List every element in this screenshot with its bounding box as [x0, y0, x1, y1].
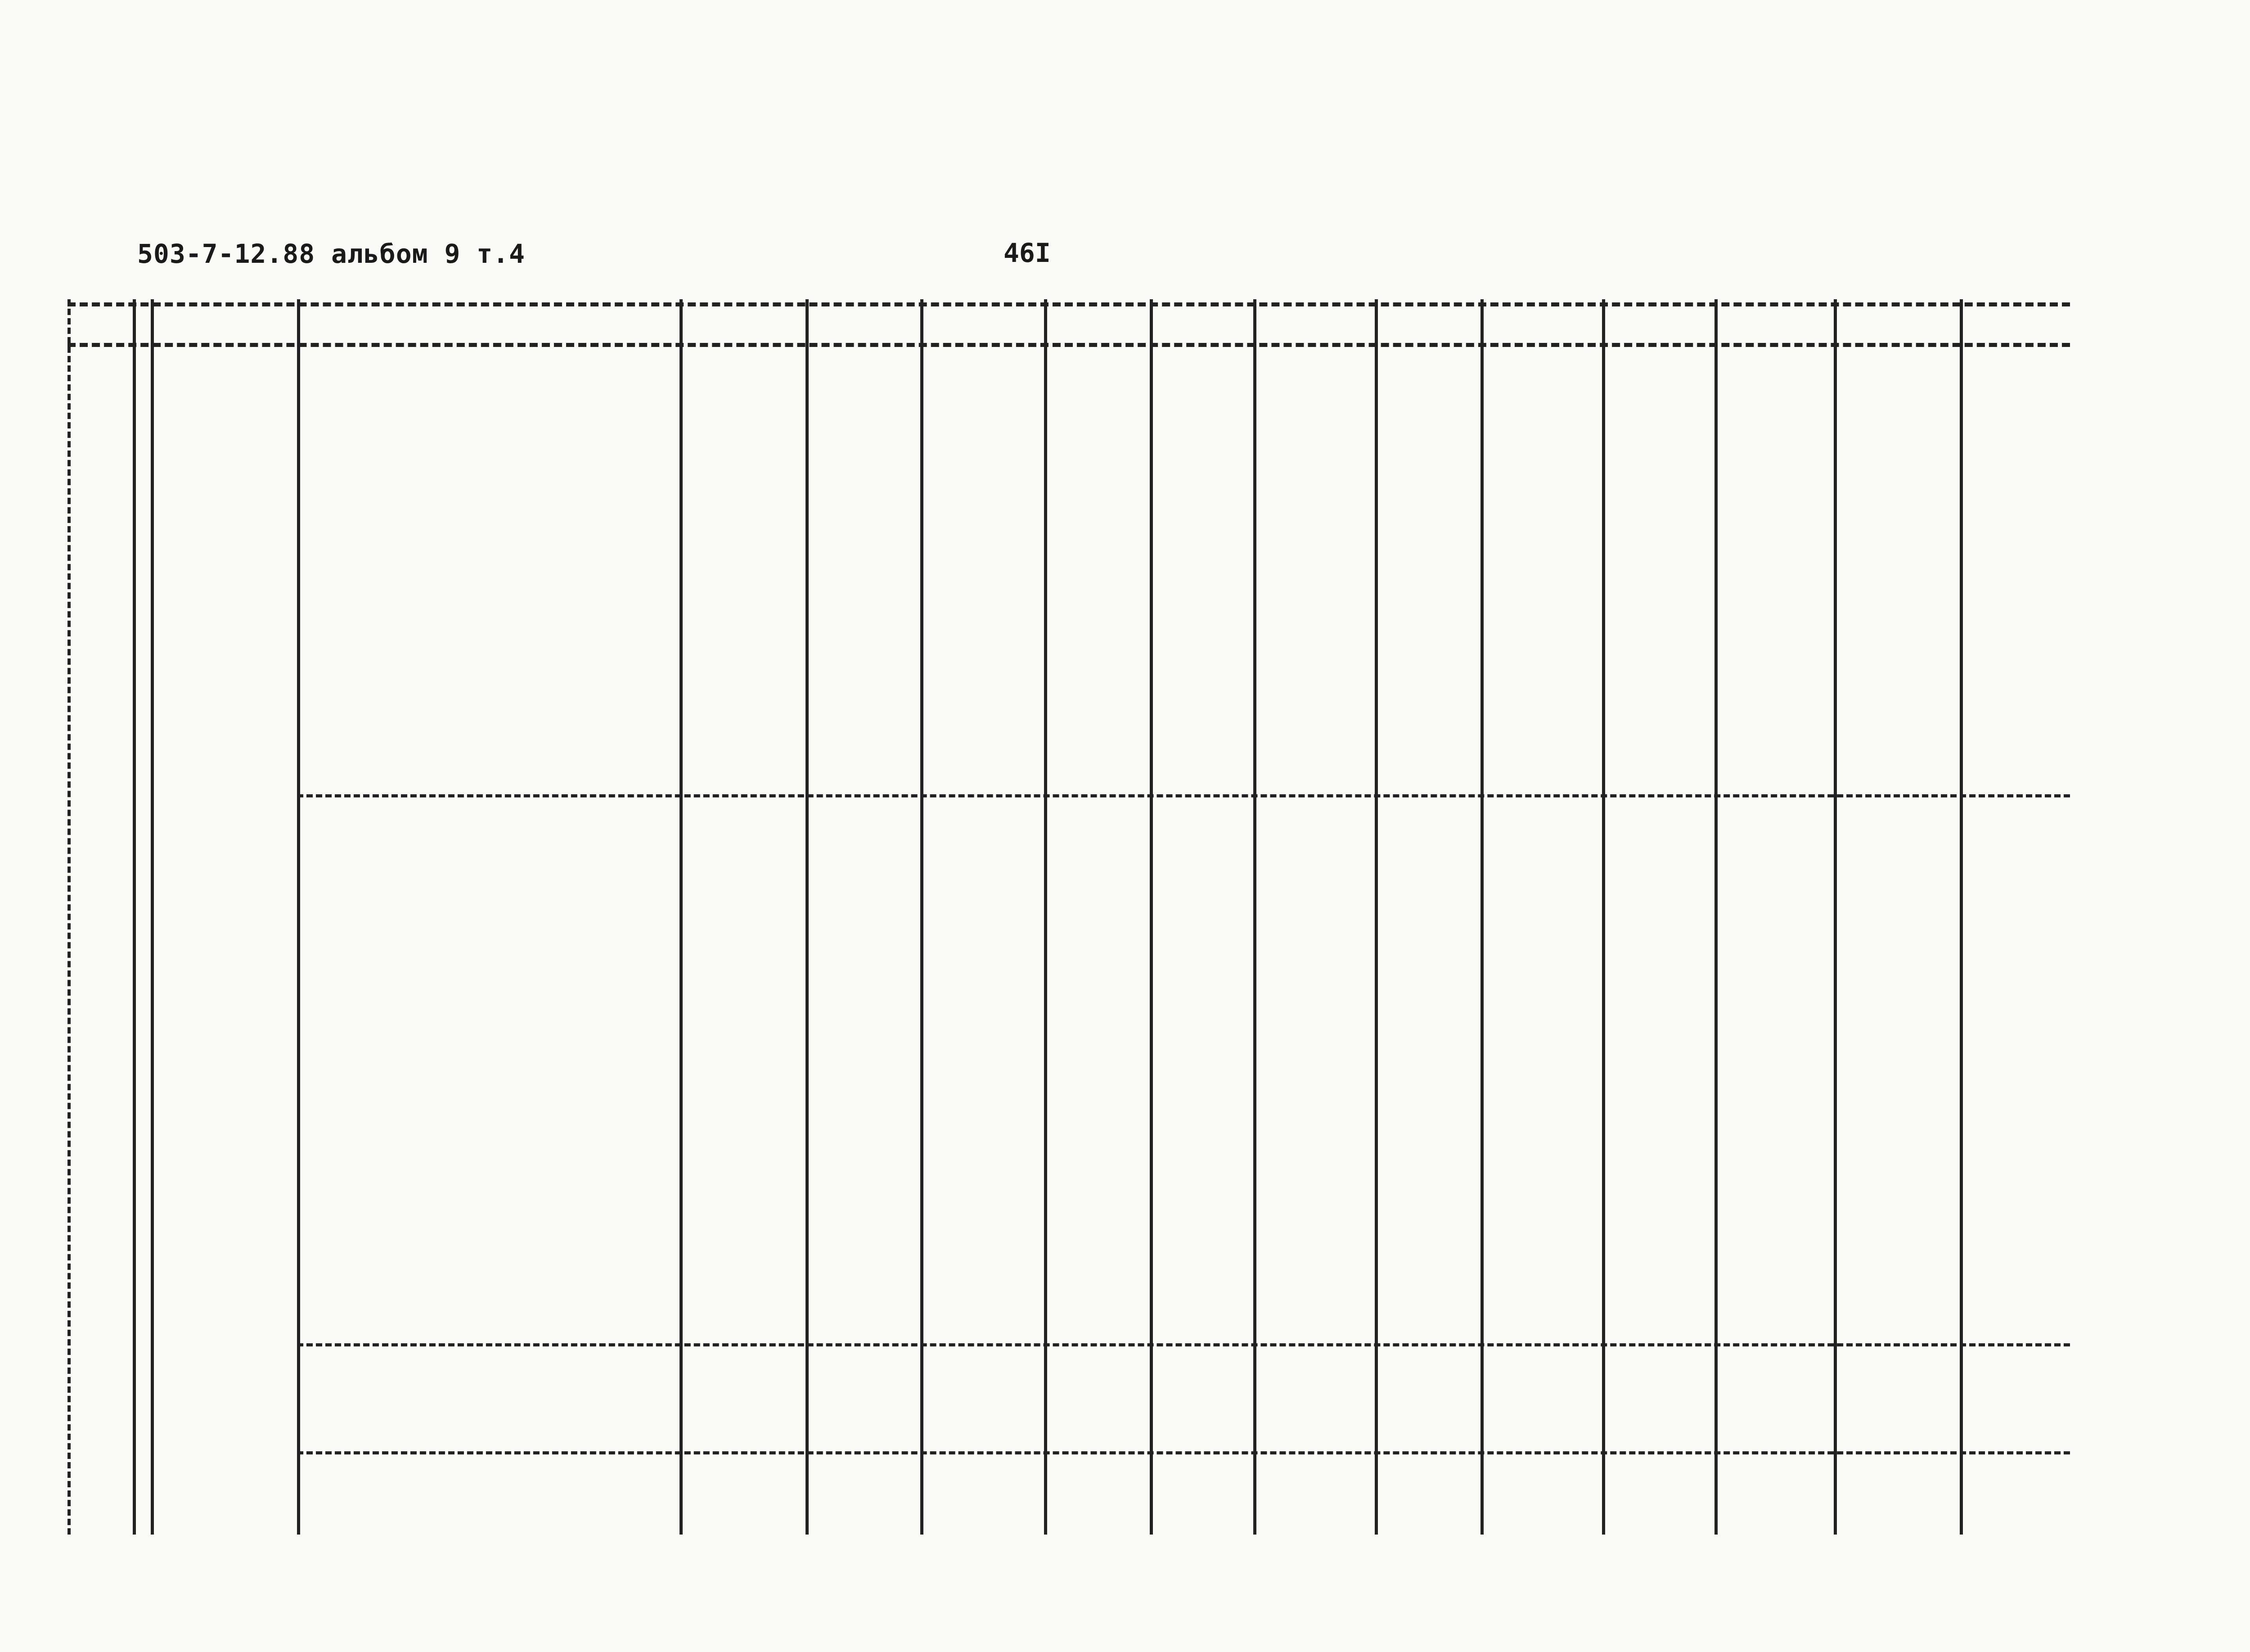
column-divider — [1253, 299, 1256, 1535]
column-divider — [151, 299, 154, 1535]
column-divider — [1960, 299, 1963, 1535]
section-rule — [297, 794, 2070, 797]
column-divider — [1150, 299, 1153, 1535]
column-divider — [680, 299, 683, 1535]
column-divider — [297, 299, 300, 1535]
section-rule — [297, 1451, 2070, 1454]
column-divider — [920, 299, 923, 1535]
document-code: 503-7-12.88 альбом 9 т.4 — [137, 239, 526, 269]
column-divider — [806, 299, 809, 1535]
column-divider — [1375, 299, 1378, 1535]
page-number: 46I — [1004, 238, 1051, 268]
column-divider — [1602, 299, 1605, 1535]
column-divider — [133, 299, 136, 1535]
column-divider — [1714, 299, 1718, 1535]
column-divider — [1480, 299, 1484, 1535]
section-rule — [297, 1343, 2070, 1346]
column-divider — [1044, 299, 1047, 1535]
header-rule-top — [68, 302, 2070, 306]
column-divider — [1834, 299, 1837, 1535]
column-divider — [68, 299, 71, 1535]
header-rule-bottom — [68, 343, 2070, 347]
